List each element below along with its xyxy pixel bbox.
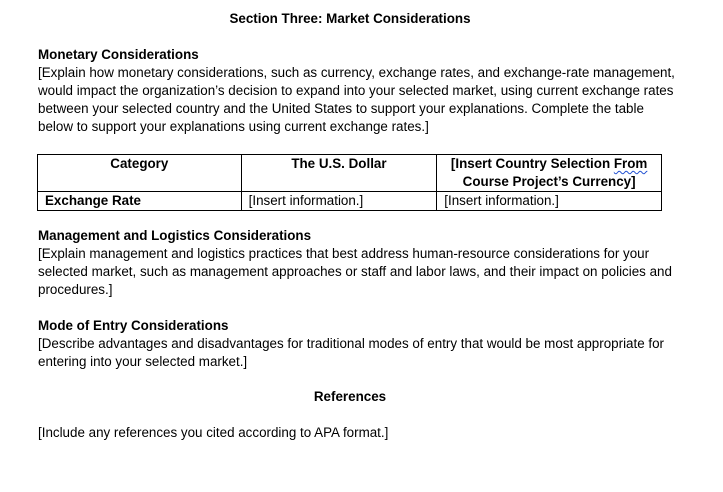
- monetary-section: [38, 46, 678, 136]
- header-us-dollar: The U.S. Dollar: [241, 155, 437, 192]
- management-section: [38, 227, 678, 299]
- section-title: Section Three: Market Considerations: [229, 11, 471, 26]
- header-category: Category: [38, 155, 242, 192]
- management-heading: Management and Logistics Considerations: [38, 228, 312, 243]
- references-note: [Include any references you cited according to APA format.]: [38, 425, 389, 440]
- header-country-text-1: [Insert Country Selection: [450, 156, 614, 171]
- mode-of-entry-section: [38, 317, 678, 371]
- header-country-selection: [437, 155, 662, 192]
- table-row: [38, 192, 662, 211]
- monetary-body: [Explain how monetary considerations, such as currency, exchange rates, and exchange-rate management, would impact the organization’s decision to expand into your selected market, using current exchange rates between your selected country and the United States to support your explanations. Complete the table below to support your explanations using current exchange rates.]: [38, 65, 675, 134]
- management-body: [Explain management and logistics practices that best address human-resource considerations for your selected market, such as management approaches or staff and labor laws, and their impact on policies and procedures.]: [38, 246, 672, 297]
- cell-country-value[interactable]: [Insert information.]: [437, 192, 662, 211]
- spellcheck-flag-from: From: [613, 156, 648, 171]
- mode-heading: Mode of Entry Considerations: [38, 318, 229, 333]
- exchange-rate-table: [37, 154, 662, 211]
- references-heading: References: [313, 389, 387, 404]
- cell-us-dollar-value[interactable]: [Insert information.]: [241, 192, 437, 211]
- header-country-text-2: Course Project’s Currency]: [462, 174, 636, 189]
- monetary-heading: Monetary Considerations: [38, 47, 199, 62]
- table-header-row: [38, 155, 662, 192]
- row-label-exchange-rate: Exchange Rate: [38, 192, 242, 211]
- mode-body: [Describe advantages and disadvantages for traditional modes of entry that would be most appropriate for entering into your selected market.]: [38, 336, 665, 369]
